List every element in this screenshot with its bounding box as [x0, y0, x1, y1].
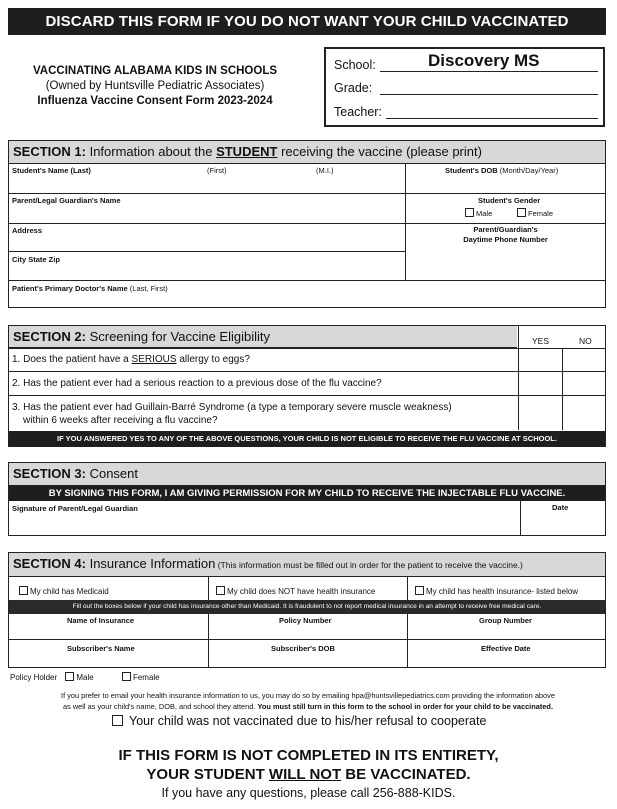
eligibility-warning: IF YOU ANSWERED YES TO ANY OF THE ABOVE QUESTIONS, YOUR CHILD IS NOT ELIGIBLE TO RECEIVE THE FLU VACCINE AT SCHOOL. [9, 431, 605, 447]
section-3-consent [8, 462, 606, 536]
final-2b: BE VACCINATED. [341, 766, 471, 783]
city-state-zip-label: City State Zip [12, 255, 60, 264]
section-4-label: SECTION 4: [13, 556, 86, 571]
student-name-label: Student's Name (Last) [12, 166, 91, 175]
section-1-emph: STUDENT [216, 144, 278, 159]
email-note [8, 690, 608, 712]
email-note-line2 [8, 701, 608, 712]
email-note-line1: If you prefer to email your health insurance information to us, you may do so by emailing hpa@huntsvillepediatrics.com providing the information above [61, 691, 555, 700]
policy-holder-male[interactable] [65, 673, 93, 682]
dob-label-text: Student's DOB [445, 166, 498, 175]
org-owner: (Owned by Huntsville Pediatric Associates) [45, 80, 265, 92]
section-1-header [9, 141, 605, 164]
no-insurance-checkbox[interactable] [216, 586, 225, 595]
grade-label: Grade: [334, 81, 373, 95]
medicaid-label: My child has Medicaid [30, 587, 109, 596]
dob-hint: (Month/Day/Year) [499, 166, 559, 175]
policy-holder-female-checkbox[interactable] [122, 672, 131, 681]
question-2: 2. Has the patient ever had a serious reaction to a previous dose of the flu vaccine? [12, 378, 382, 389]
policy-number-label: Policy Number [279, 616, 332, 625]
school-info-box [324, 47, 605, 127]
refusal-label: Your child was not vaccinated due to his/her refusal to cooperate [129, 714, 487, 728]
no-insurance-label: My child does NOT have health insurance [227, 587, 376, 596]
section-3-label: SECTION 3: [13, 466, 86, 481]
doctor-hint: (Last, First) [129, 284, 168, 293]
subscriber-dob-label: Subscriber's DOB [271, 644, 335, 653]
org-title: VACCINATING ALABAMA KIDS IN SCHOOLS [32, 65, 278, 77]
q3-yes-box[interactable] [519, 396, 562, 430]
organization-header [10, 64, 300, 109]
policy-holder-label: Policy Holder [10, 673, 58, 682]
first-name-label: (First) [207, 166, 227, 175]
no-column-header: NO [579, 336, 592, 346]
policy-holder-male-label: Male [76, 673, 94, 682]
option-medicaid[interactable] [19, 586, 109, 596]
doctor-name-label [12, 284, 168, 293]
q2-yes-box[interactable] [519, 372, 562, 395]
section-3-title: Consent [85, 466, 139, 481]
dob-label [445, 166, 558, 175]
gender-female-option[interactable] [517, 208, 553, 218]
consent-statement: BY SIGNING THIS FORM, I AM GIVING PERMISSION FOR MY CHILD TO RECEIVE THE INJECTABLE FLU VACCINE. [9, 486, 605, 501]
section-1-title-b: receiving the vaccine (please print) [277, 144, 482, 159]
school-value: Discovery MS [428, 51, 540, 70]
option-no-insurance[interactable] [216, 586, 375, 596]
section-3-header [9, 463, 605, 486]
question-3 [12, 401, 452, 427]
section-4-header [9, 553, 605, 577]
address-label: Address [12, 226, 43, 235]
refusal-checkbox[interactable] [112, 715, 123, 726]
male-label: Male [476, 209, 493, 218]
subscriber-name-label: Subscriber's Name [67, 644, 135, 653]
female-checkbox[interactable] [517, 208, 526, 217]
final-2a: YOUR STUDENT [146, 766, 269, 783]
gender-label: Student's Gender [478, 196, 541, 205]
q1-yes-box[interactable] [519, 349, 562, 371]
section-1-label: SECTION 1: [13, 144, 86, 159]
section-4-title: Insurance Information [85, 556, 216, 571]
school-label: School: [334, 58, 376, 72]
section-4-note: (This information must be filled out in order for the patient to receive the vaccine.) [215, 560, 523, 570]
has-insurance-checkbox[interactable] [415, 586, 424, 595]
final-warning [0, 746, 617, 784]
q3-no-box[interactable] [563, 396, 606, 430]
email-note-b: as well as your child's name, DOB, and school they attend. [62, 702, 258, 711]
effective-date-label: Effective Date [481, 644, 531, 653]
form-title: Influenza Vaccine Consent Form 2023-2024 [37, 95, 273, 107]
section-2-label: SECTION 2: [13, 329, 86, 344]
school-field[interactable] [380, 71, 598, 72]
medicaid-checkbox[interactable] [19, 586, 28, 595]
q1-text-a: 1. Does the patient have a [12, 354, 132, 365]
section-4-insurance [8, 552, 606, 668]
final-warning-line2 [0, 765, 617, 784]
phone-label-line1: Parent/Guardian's [473, 225, 538, 234]
has-insurance-label: My child has health insurance- listed below [426, 587, 579, 596]
policy-holder-male-checkbox[interactable] [65, 672, 74, 681]
q1-emph: SERIOUS [131, 354, 177, 365]
q2-no-box[interactable] [563, 372, 606, 395]
yes-column-header: YES [532, 336, 550, 346]
policy-holder-female[interactable] [122, 673, 160, 682]
guardian-name-label: Parent/Legal Guardian's Name [12, 196, 121, 205]
phone-label [405, 225, 606, 245]
signature-label: Signature of Parent/Legal Guardian [12, 504, 138, 513]
refusal-row[interactable] [112, 714, 486, 728]
section-2-header [9, 326, 517, 348]
consent-date-field[interactable] [522, 502, 605, 535]
grade-field[interactable] [380, 94, 598, 95]
q3-line2: within 6 weeks after receiving a flu vaccine? [23, 415, 218, 426]
teacher-field[interactable] [386, 118, 598, 119]
q3-line1: 3. Has the patient ever had Guillain-Barré Syndrome (a type a temporary severe muscle weakness) [12, 402, 452, 413]
doctor-label-text: Patient's Primary Doctor's Name [12, 284, 128, 293]
insurance-name-label: Name of Insurance [67, 616, 135, 625]
teacher-label: Teacher: [334, 105, 382, 119]
female-label: Female [528, 209, 554, 218]
final-warning-line1: IF THIS FORM IS NOT COMPLETED IN ITS ENTIRETY, [118, 747, 499, 764]
male-checkbox[interactable] [465, 208, 474, 217]
middle-initial-label: (M.I.) [316, 166, 334, 175]
policy-holder-row [10, 672, 160, 682]
group-number-label: Group Number [479, 616, 532, 625]
section-2-screening [8, 325, 606, 447]
discard-banner: DISCARD THIS FORM IF YOU DO NOT WANT YOUR CHILD VACCINATED [8, 8, 606, 35]
q1-no-box[interactable] [563, 349, 606, 371]
option-has-insurance[interactable] [415, 586, 578, 596]
section-1-student-info [8, 140, 606, 308]
consent-date-label: Date [552, 503, 569, 512]
insurance-instructions: Fill out the boxes below if your child has insurance other than Medicaid. It is fraudulent to not report medical insurance in an attempt to receive free medical care. [9, 600, 605, 614]
section-2-title: Screening for Vaccine Eligibility [85, 329, 270, 344]
policy-holder-female-label: Female [132, 673, 160, 682]
final-2-emph: WILL NOT [268, 766, 342, 783]
question-1 [12, 353, 250, 366]
contact-line: If you have any questions, please call 256-888-KIDS. [161, 786, 456, 800]
section-1-title-a: Information about the [85, 144, 217, 159]
gender-male-option[interactable] [465, 208, 492, 218]
phone-label-line2: Daytime Phone Number [463, 235, 548, 244]
email-note-bold: You must still turn in this form to the school in order for your child to be vaccinated. [257, 702, 553, 711]
q1-text-b: allergy to eggs? [176, 354, 250, 365]
signature-field[interactable] [10, 502, 519, 535]
